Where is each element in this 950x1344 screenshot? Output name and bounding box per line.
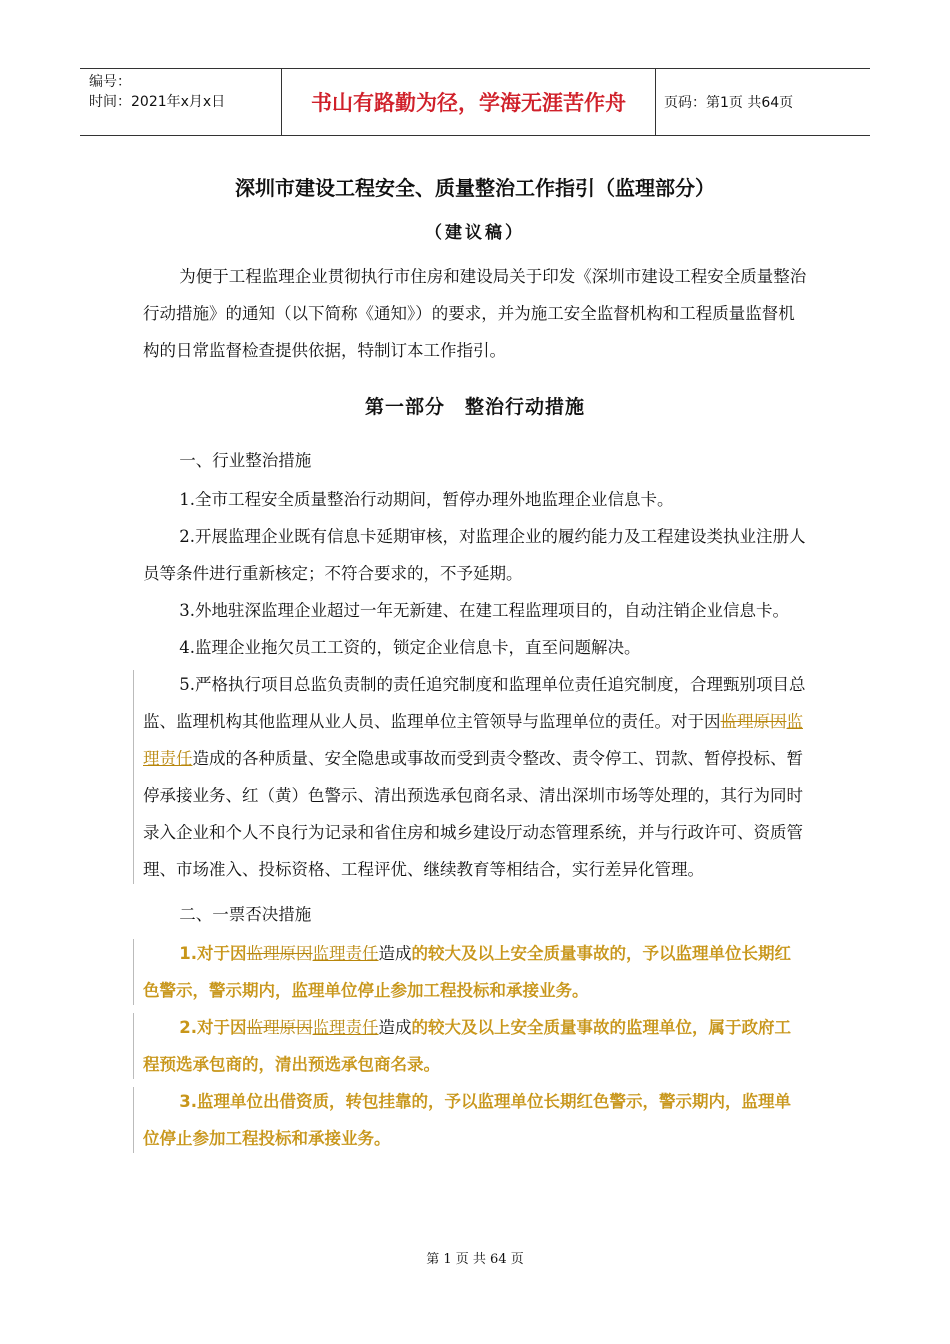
time-label: 时间：2021年x月x日: [89, 94, 226, 110]
deleted-text: 监理原因: [720, 712, 787, 731]
section1-item: 2.开展监理企业既有信息卡延期审核，对监理企业的履约能力及工程建设类执业注册人员等条件进行重新核定；不符合要求的，不予延期。: [143, 527, 806, 583]
section1-heading: 一、行业整治措施: [179, 451, 312, 470]
inserted-text: 监理责任: [143, 712, 803, 768]
section2-heading: 二、一票否决措施: [179, 905, 312, 924]
text-run: 的较大及以上安全质量事故的，予以监理单位长期红色警示，警示期内，监理单位停止参加工程投标和承接业务。: [143, 944, 792, 1000]
deleted-text: 监理原因: [246, 944, 313, 963]
header-page-info: 页码：第1页 共64页: [664, 95, 794, 111]
intro-paragraph: 为便于工程监理企业贯彻执行市住房和建设局关于印发《深圳市建设工程安全质量整治行动措施》的通知（以下简称《通知》）的要求，并为施工安全监督机构和工程质量监督机构的日常监督检查提供依据，特制订本工作指引。: [143, 267, 807, 360]
document-subtitle: （建议稿）: [425, 223, 525, 243]
text-run: 造成的各种质量、安全隐患或事故而受到责令整改、责令停工、罚款、暂停投标、暂停承接业务、红（黄）色警示、清出预选承包商名录、清出深圳市场等处理的，其行为同时录入企业和个人不良行为记录和省住房和城乡建设厅动态管理系统，并与行政许可、资质管理、市场准入、投标资格、工程评优、继续教育等相结合，实行差异化管理。: [143, 749, 803, 879]
text-run: 的较大及以上安全质量事故的监理单位，属于政府工程预选承包商的，清出预选承包商名录。: [143, 1018, 792, 1074]
section1-item: 3.外地驻深监理企业超过一年无新建、在建工程监理项目的，自动注销企业信息卡。: [179, 601, 790, 620]
text-run: 5.严格执行项目总监负责制的责任追究制度和监理单位责任追究制度，合理甄别项目总监、监理机构其他监理从业人员、监理单位主管领导与监理单位的责任。对于因: [143, 675, 806, 731]
text-run: 1.对于因: [179, 944, 247, 963]
section2-item2: [143, 1009, 807, 1083]
deleted-text: 监理原因: [246, 1018, 313, 1037]
number-label: 编号：: [89, 74, 131, 90]
document-body: [143, 258, 807, 1157]
section2-item3: 3.监理单位出借资质，转包挂靠的，予以监理单位长期红色警示，警示期内，监理单位停止参加工程投标和承接业务。: [143, 1083, 807, 1157]
text-run: 造成: [378, 944, 412, 963]
header-motto: 书山有路勤为径，学海无涯苦作舟: [282, 69, 656, 135]
header-meta: [80, 69, 282, 135]
section2-item1: [143, 935, 807, 1009]
document-title: 深圳市建设工程安全、质量整治工作指引（监理部分）: [235, 176, 715, 200]
text-run: 2.对于因: [179, 1018, 247, 1037]
inserted-text: 监理责任: [312, 1018, 379, 1037]
section1-item5: [143, 666, 807, 888]
inserted-text: 监理责任: [312, 944, 379, 963]
text-run: 造成: [378, 1018, 412, 1037]
section1-item: 4.监理企业拖欠员工工资的，锁定企业信息卡，直至问题解决。: [179, 638, 641, 657]
header-table: [80, 68, 870, 136]
page-footer: 第 1 页 共 64 页: [426, 1252, 524, 1267]
section1-item: 1.全市工程安全质量整治行动期间，暂停办理外地监理企业信息卡。: [179, 490, 674, 509]
part1-heading: 第一部分 整治行动措施: [364, 396, 585, 418]
